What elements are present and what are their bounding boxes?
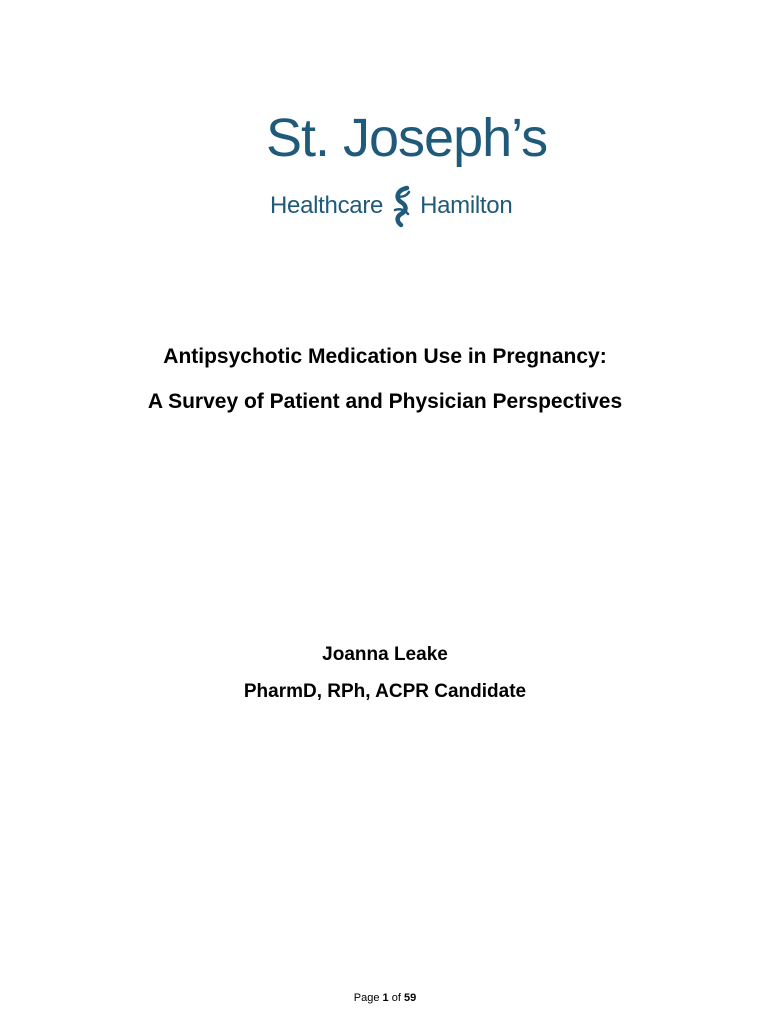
document-title-line-1: Antipsychotic Medication Use in Pregnancy: bbox=[163, 345, 607, 368]
logo-emblem-icon bbox=[389, 184, 415, 228]
st-josephs-logo bbox=[262, 108, 562, 238]
logo-word-hamilton: Hamilton bbox=[420, 192, 513, 219]
page-number-footer bbox=[0, 991, 770, 1005]
logo-subtitle bbox=[270, 184, 512, 228]
logo-title: St. Joseph’s bbox=[266, 108, 548, 168]
author-name: Joanna Leake bbox=[322, 644, 448, 665]
of-label: of bbox=[391, 992, 401, 1004]
page-label: Page bbox=[353, 992, 380, 1004]
current-page-number: 1 bbox=[382, 992, 389, 1004]
document-title-line-2: A Survey of Patient and Physician Perspectives bbox=[147, 390, 623, 413]
logo-word-healthcare: Healthcare bbox=[270, 192, 384, 219]
total-pages-number: 59 bbox=[403, 992, 417, 1004]
author-credentials: PharmD, RPh, ACPR Candidate bbox=[243, 681, 527, 702]
